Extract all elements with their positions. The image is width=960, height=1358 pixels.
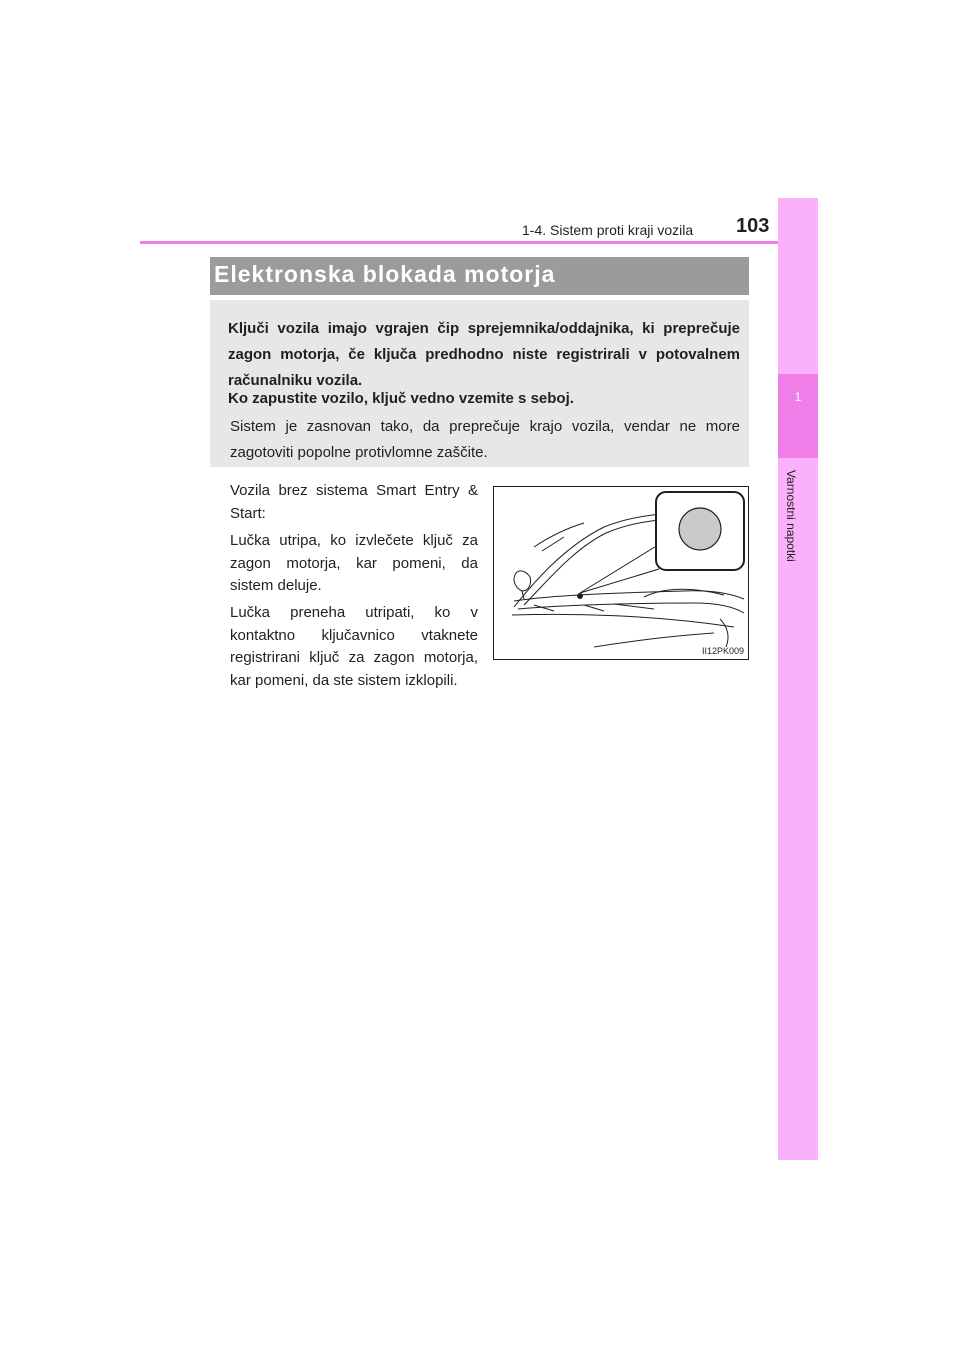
- chapter-number: 1: [794, 390, 802, 404]
- info-note: Sistem je zasnovan tako, da preprečuje krajo vozila, vendar ne more zagotoviti popolne protivlomne zaščite.: [230, 418, 740, 461]
- body-paragraph: Lučka utripa, ko izvlečete ključ za zagon motorja, kar pomeni, da sistem deluje.: [230, 532, 478, 594]
- header-rule: [140, 241, 818, 244]
- body-paragraph: Lučka preneha utripati, ko v kontaktno ključavnico vtaknete registrirani ključ za zagon motorja, kar pomeni, da ste sistem izklopili.: [230, 604, 478, 689]
- chapter-tab-active: [778, 374, 818, 458]
- section-title: Elektronska blokada motorja: [214, 261, 556, 287]
- indicator-light-figure: [493, 486, 749, 660]
- info-box: [210, 300, 749, 467]
- security-indicator-light-illustration-icon: [494, 487, 750, 661]
- info-paragraph: Ko zapustite vozilo, ključ vedno vzemite s seboj.: [228, 390, 574, 407]
- chapter-side-tab: [778, 198, 818, 1160]
- chapter-title: Varnostni napotki: [784, 470, 798, 562]
- body-intro: Vozila brez sistema Smart Entry & Start:: [230, 482, 478, 522]
- section-reference: 1-4. Sistem proti kraji vozila: [522, 222, 694, 238]
- figure-code: II12PK009: [701, 646, 744, 656]
- page-number: 103: [736, 215, 770, 237]
- info-paragraph: Ključi vozila imajo vgrajen čip sprejemnika/oddajnika, ki preprečuje zagon motorja, če ključa predhodno niste registrirali v potovalnem računalniku vozila.: [228, 320, 740, 389]
